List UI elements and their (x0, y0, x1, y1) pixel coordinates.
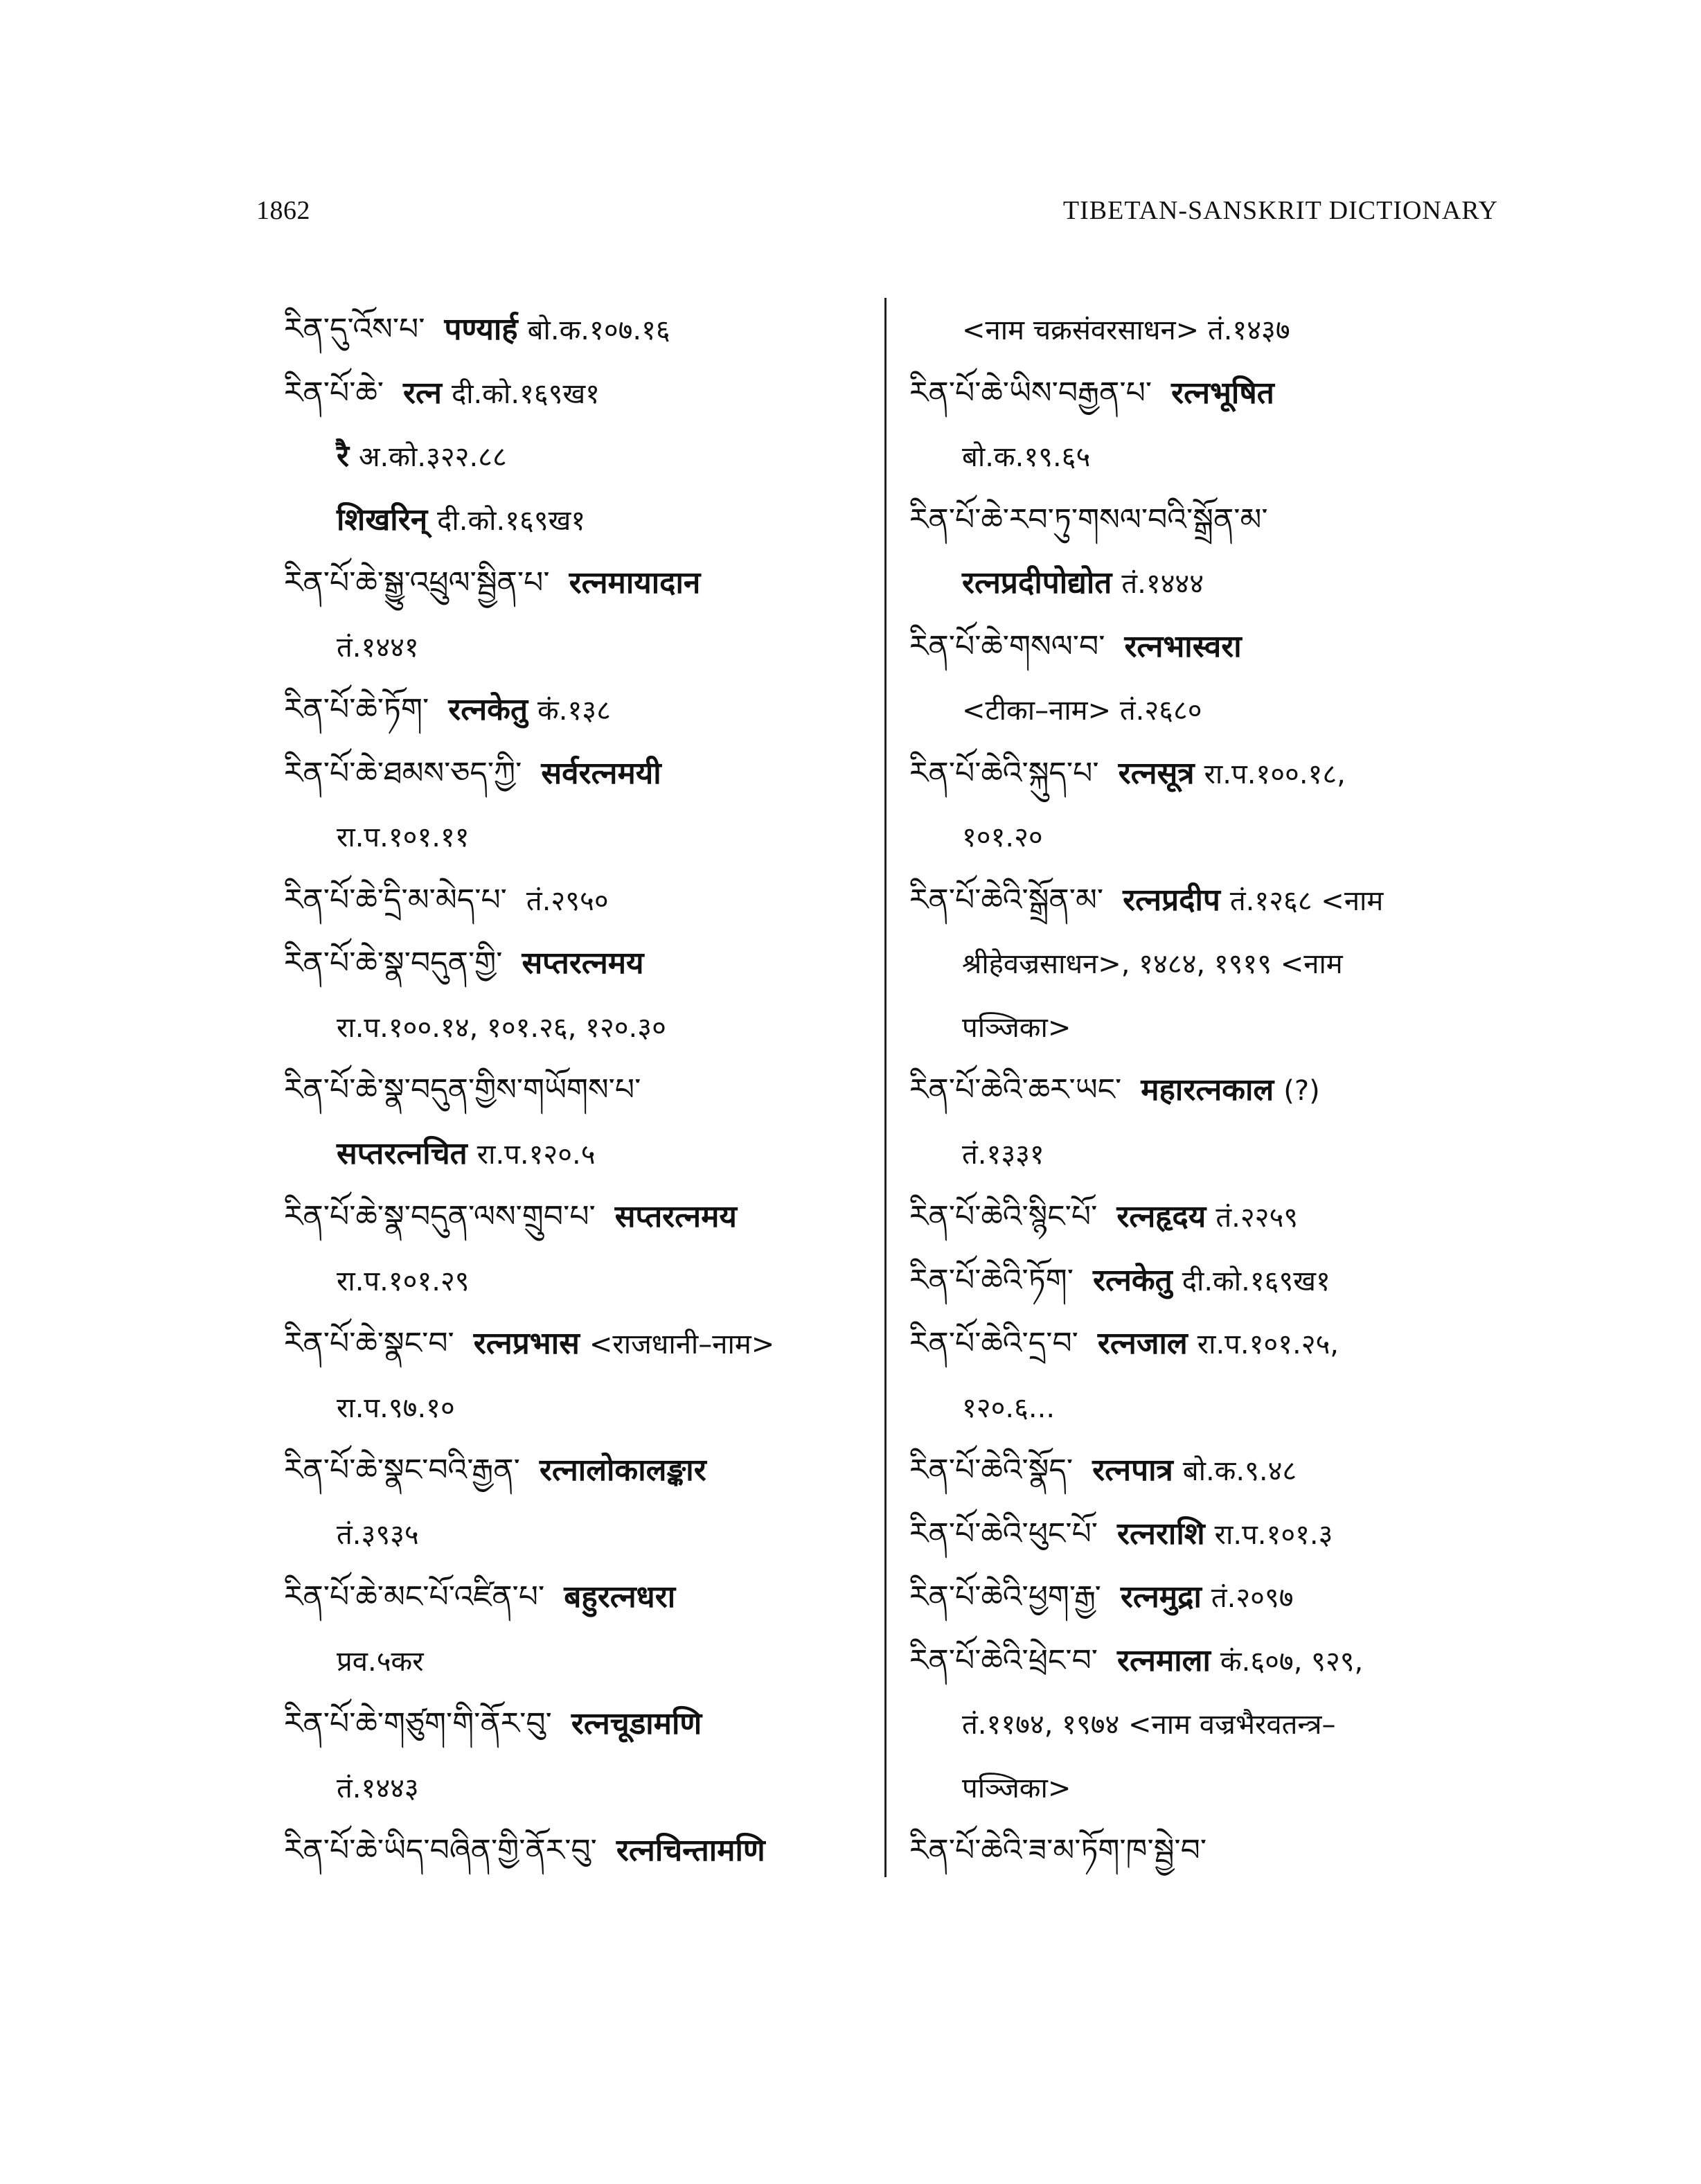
dictionary-line (284, 362, 880, 425)
dictionary-line (909, 1819, 1512, 1883)
source-reference: तं.११७४, १९७४ <नाम वज्रभैरवतन्त्र– (962, 1709, 1336, 1741)
dictionary-line (909, 1629, 1512, 1693)
source-reference: दी.को.१६९ख१ (451, 378, 600, 410)
dictionary-line (284, 615, 880, 679)
sanskrit-equivalent: रत्नसूत्र (1118, 755, 1195, 791)
running-title: TIBETAN-SANSKRIT DICTIONARY (1062, 196, 1498, 225)
sanskrit-equivalent: रत्नमाला (1117, 1642, 1211, 1678)
dictionary-line (909, 1756, 1512, 1820)
sanskrit-equivalent: रत्नजाल (1097, 1326, 1188, 1361)
dictionary-line (909, 488, 1512, 552)
source-reference: दी.को.१६९ख१ (1182, 1265, 1330, 1297)
left-column (284, 298, 880, 1883)
dictionary-line (284, 1439, 880, 1502)
dictionary-line (909, 995, 1512, 1059)
tibetan-headword: རིན་པོ་ཆེ་སྣ་བདུན་གྱི་ (284, 945, 503, 981)
dictionary-line (284, 1629, 880, 1693)
source-reference: तं.१३३१ (962, 1138, 1044, 1171)
source-reference: <राजधानी–नाम> (589, 1329, 775, 1360)
source-reference: अ.को.३२२.८८ (359, 441, 507, 473)
right-column (909, 298, 1512, 1883)
tibetan-headword: རིན་པོ་ཆེའི་སྒྲོན་མ་ (909, 882, 1104, 918)
tibetan-headword: རིན་པོ་ཆེ་སྣང་བའི་རྒྱན་ (284, 1453, 520, 1488)
sanskrit-equivalent: रत्नमुद्रा (1120, 1579, 1202, 1615)
tibetan-headword: རིན་པོ་ཆེ་སྒྱུ་འཕྲུལ་སྦྱིན་པ་ (284, 565, 550, 601)
sanskrit-equivalent: रत्नमायादान (569, 565, 701, 601)
page-number: 1862 (256, 196, 310, 225)
tibetan-headword: རིན་པོ་ཆེ་སྣང་བ་ (284, 1326, 454, 1361)
source-reference: रा.प.१०१.२५, (1197, 1329, 1339, 1360)
dictionary-line (284, 1756, 880, 1820)
dictionary-line (284, 1058, 880, 1122)
tibetan-headword: རིན་པོ་ཆེ་ (284, 375, 384, 411)
source-reference: कं.६०७, ९२९, (1220, 1645, 1364, 1678)
dictionary-line (909, 615, 1512, 679)
tibetan-headword: རིན་པོ་ཆེའི་ཕུང་པོ་ (909, 1516, 1098, 1552)
column-divider (884, 298, 887, 1877)
dictionary-line (909, 1439, 1512, 1502)
sanskrit-equivalent: रत्नकेतु (448, 692, 528, 727)
dictionary-line (909, 1058, 1512, 1122)
source-reference: बो.क.९.४८ (1182, 1455, 1297, 1487)
sanskrit-equivalent: सप्तरत्नमय (522, 945, 644, 981)
source-reference: रा.प.१००.१८, (1204, 758, 1346, 790)
source-reference: तं.२९५० (526, 885, 609, 917)
tibetan-headword: རིན་པོ་ཆེ་ཡིས་བརྒྱན་པ་ (909, 375, 1152, 411)
dictionary-line (284, 298, 880, 362)
source-reference: रा.प.९७.१० (337, 1392, 455, 1424)
source-reference: प्रव.५कर (337, 1645, 424, 1678)
sanskrit-equivalent: सप्तरत्नमय (614, 1199, 737, 1234)
dictionary-line (284, 1692, 880, 1756)
source-reference: बो.क.१०७.१६ (527, 314, 670, 346)
tibetan-headword: རིན་པོ་ཆེའི་སྙིང་པོ་ (909, 1199, 1098, 1234)
tibetan-headword: རིན་པོ་ཆེ་རབ་ཏུ་གསལ་བའི་སྒྲོན་མ་ (909, 501, 1268, 538)
dictionary-line (909, 678, 1512, 742)
dictionary-line (909, 298, 1512, 362)
tibetan-headword: རིན་པོ་ཆེའི་ཕྲེང་བ་ (909, 1642, 1098, 1678)
sanskrit-equivalent: पण्यार्ह (444, 312, 518, 347)
dictionary-line (909, 425, 1512, 488)
dictionary-line (284, 1185, 880, 1249)
dictionary-line (284, 551, 880, 615)
dictionary-line (909, 1502, 1512, 1566)
dictionary-line (284, 488, 880, 552)
sanskrit-equivalent: रत्नराशि (1117, 1516, 1205, 1552)
source-reference: तं.१२६८ <नाम (1229, 885, 1384, 917)
sanskrit-equivalent: रत्नचूडामणि (571, 1706, 702, 1741)
tibetan-headword: རིན་པོ་ཆེའི་དྲ་བ་ (909, 1326, 1078, 1361)
dictionary-line (284, 1376, 880, 1439)
source-reference: तं.१४४३ (337, 1772, 419, 1804)
source-reference: तं.१४४४ (1121, 568, 1204, 600)
dictionary-line (909, 1185, 1512, 1249)
source-reference: रा.प.१००.१४, १०१.२६, १२०.३० (337, 1011, 666, 1044)
tibetan-headword: རིན་པོ་ཆེ་སྣ་བདུན་གྱིས་གཡོགས་པ་ (284, 1072, 641, 1108)
source-reference: पञ्जिका> (962, 1772, 1071, 1804)
sanskrit-equivalent: रत्नपात्र (1092, 1453, 1173, 1488)
tibetan-headword: རིན་པོ་ཆེའི་ཏོག་ (909, 1262, 1074, 1298)
tibetan-headword: རིན་པོ་ཆེ་ཏོག་ (284, 692, 429, 727)
tibetan-headword: རིན་པོ་ཆེ་གཙུག་གི་ནོར་བུ་ (284, 1706, 552, 1741)
dictionary-line (909, 1565, 1512, 1629)
dictionary-line (909, 805, 1512, 869)
dictionary-line (284, 869, 880, 932)
dictionary-line (284, 1502, 880, 1566)
source-reference: बो.क.१९.६५ (962, 441, 1091, 473)
sanskrit-equivalent: सर्वरत्नमयी (541, 755, 661, 791)
sanskrit-equivalent: रत्नप्रदीपोद्योत (962, 565, 1112, 601)
sanskrit-equivalent: रत्नभूषित (1171, 375, 1274, 411)
sanskrit-equivalent: रत्नभास्वरा (1124, 628, 1242, 664)
source-reference: तं.२०९७ (1211, 1582, 1294, 1614)
dictionary-line (284, 1122, 880, 1186)
dictionary-line (909, 1376, 1512, 1439)
source-reference: रा.प.१२०.५ (477, 1138, 596, 1171)
tibetan-headword: རིན་པོ་ཆེའི་ཟ་མ་ཏོག་ཁ་སྦྱེ་བ་ (909, 1833, 1207, 1868)
tibetan-headword: རིན་པོ་ཆེ་དྲི་མ་མེད་པ་ (284, 882, 507, 918)
source-reference: कं.१३८ (537, 695, 611, 727)
tibetan-headword: རིན་པོ་ཆེའི་སྣོད་ (909, 1453, 1074, 1488)
sanskrit-equivalent: रत्नप्रदीप (1123, 882, 1220, 918)
dictionary-line (909, 1312, 1512, 1376)
sanskrit-equivalent: सप्तरत्नचित (337, 1135, 467, 1171)
source-reference: तं.२२५९ (1215, 1202, 1299, 1234)
sanskrit-equivalent: रत्नहृदय (1116, 1199, 1206, 1234)
sanskrit-equivalent: रत्नालोकालङ्कार (539, 1453, 706, 1488)
sanskrit-equivalent: बहुरत्नधरा (564, 1579, 676, 1615)
source-reference: तं.१४४१ (337, 631, 419, 664)
source-reference: रा.प.१०१.११ (337, 822, 470, 853)
dictionary-line (284, 742, 880, 806)
dictionary-line (284, 1565, 880, 1629)
dictionary-line (909, 869, 1512, 932)
tibetan-headword: རིན་དུ་འོས་པ་ (284, 312, 425, 347)
sanskrit-equivalent: रत्न (403, 375, 442, 411)
dictionary-line (284, 1819, 880, 1883)
dictionary-line (284, 1249, 880, 1313)
dictionary-line (909, 1692, 1512, 1756)
dictionary-line (909, 1249, 1512, 1313)
source-reference: रा.प.१०१.२९ (337, 1265, 470, 1297)
source-reference: १०१.२० (962, 822, 1043, 853)
dictionary-line (284, 1312, 880, 1376)
tibetan-headword: རིན་པོ་ཆེ་སྣ་བདུན་ལས་གྲུབ་པ་ (284, 1199, 596, 1234)
source-reference: रा.प.१०१.३ (1214, 1518, 1333, 1551)
sanskrit-equivalent: रत्नप्रभास (473, 1326, 580, 1361)
tibetan-headword: རིན་པོ་ཆེ་ཡིད་བཞིན་གྱི་ནོར་བུ་ (284, 1833, 597, 1868)
dictionary-line (909, 551, 1512, 615)
dictionary-line (284, 805, 880, 869)
sanskrit-equivalent: रत्नचिन्तामणि (616, 1833, 765, 1868)
dictionary-line (909, 742, 1512, 806)
sanskrit-equivalent: रै (337, 438, 349, 474)
tibetan-headword: རིན་པོ་ཆེའི་ཕྱག་རྒྱ་ (909, 1579, 1101, 1615)
dictionary-line (284, 425, 880, 488)
dictionary-line (284, 995, 880, 1059)
tibetan-headword: རིན་པོ་ཆེའི་སྐུད་པ་ (909, 755, 1099, 791)
sanskrit-equivalent: महारत्नकाल (1141, 1072, 1274, 1108)
tibetan-headword: རིན་པོ་ཆེའི་ཆར་ཡང་ (909, 1072, 1122, 1108)
dictionary-line (909, 362, 1512, 425)
tibetan-headword: རིན་པོ་ཆེ་གསལ་བ་ (909, 628, 1105, 664)
tibetan-headword: རིན་པོ་ཆེ་མང་པོ་འཛིན་པ་ (284, 1579, 545, 1615)
source-reference: पञ्जिका> (962, 1011, 1071, 1044)
dictionary-line (284, 932, 880, 995)
tibetan-headword: རིན་པོ་ཆེ་ཐམས་ཅད་ཀྱི་ (284, 755, 522, 791)
source-reference: <नाम चक्रसंवरसाधन> तं.१४३७ (962, 314, 1290, 346)
sanskrit-equivalent: रत्नकेतु (1092, 1262, 1173, 1298)
source-reference: <टीका–नाम> तं.२६८० (962, 695, 1202, 727)
source-reference: तं.३९३५ (337, 1518, 419, 1551)
dictionary-line (909, 932, 1512, 995)
source-reference: श्रीहेवज्रसाधन>, १४८४, १९१९ <नाम (962, 948, 1343, 980)
dictionary-line (909, 1122, 1512, 1186)
source-reference: १२०.६... (962, 1392, 1056, 1424)
sanskrit-equivalent: शिखरिन् (337, 501, 428, 538)
source-reference: दी.को.१६९ख१ (437, 504, 586, 537)
dictionary-line (284, 678, 880, 742)
source-reference: (?) (1283, 1075, 1320, 1107)
